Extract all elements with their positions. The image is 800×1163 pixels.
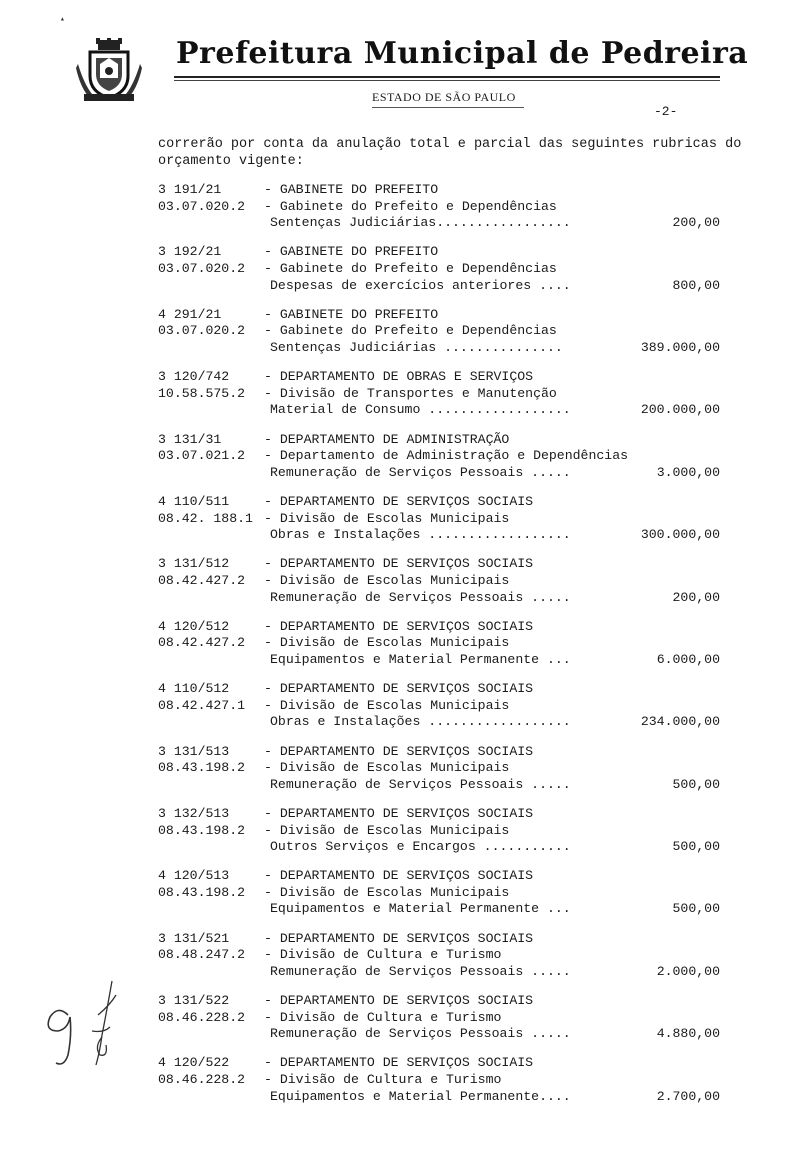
account-code: 3 131/513 — [158, 743, 230, 759]
handwritten-initials — [28, 975, 138, 1075]
budget-entry — [158, 619, 724, 681]
entry-line-3 — [158, 901, 724, 918]
budget-entries-list — [158, 182, 724, 1118]
expense-item: Sentenças Judiciárias................. — [270, 215, 571, 231]
account-code: 3 191/21 — [158, 182, 222, 197]
account-code: 3 131/521 — [158, 930, 230, 946]
entry-line-2 — [158, 823, 724, 840]
program-code: 08.48.247.2 — [158, 947, 246, 963]
expense-item: Remuneração de Serviços Pessoais ..... — [270, 464, 571, 480]
amount: 2.000,00 — [656, 963, 720, 979]
budget-entry — [158, 494, 724, 556]
budget-entry — [158, 931, 724, 993]
amount: 389.000,00 — [640, 339, 720, 355]
account-code: 4 120/522 — [158, 1055, 230, 1071]
budget-entry — [158, 681, 724, 743]
department-name: - DEPARTAMENTO DE SERVIÇOS SOCIAIS — [264, 556, 534, 572]
budget-entry — [158, 182, 724, 244]
division-name: - Divisão de Escolas Municipais — [264, 760, 510, 776]
entry-line-3 — [158, 340, 724, 357]
budget-entry — [158, 868, 724, 930]
division-name: - Divisão de Escolas Municipais — [264, 510, 510, 526]
department-name: - DEPARTAMENTO DE SERVIÇOS SOCIAIS — [264, 618, 534, 634]
division-name: - Gabinete do Prefeito e Dependências — [264, 198, 557, 214]
entry-line-1 — [158, 494, 724, 511]
expense-item: Remuneração de Serviços Pessoais ..... — [270, 589, 571, 605]
amount: 2.700,00 — [656, 1088, 720, 1104]
entry-line-2 — [158, 323, 724, 340]
account-code: 3 192/21 — [158, 244, 222, 260]
entry-line-3 — [158, 964, 724, 981]
department-name: - DEPARTAMENTO DE SERVIÇOS SOCIAIS — [264, 681, 534, 697]
program-code: 08.46.228.2 — [158, 1072, 246, 1088]
intro-line: orçamento vigente: — [158, 154, 304, 169]
expense-item: Outros Serviços e Encargos ........... — [270, 839, 571, 855]
entry-line-3 — [158, 465, 724, 482]
department-name: - GABINETE DO PREFEITO — [264, 244, 439, 260]
entry-line-3 — [158, 590, 724, 607]
header-divider — [174, 76, 720, 78]
entry-line-1 — [158, 182, 724, 199]
amount: 6.000,00 — [656, 651, 720, 667]
entry-line-1 — [158, 1055, 724, 1072]
department-name: - DEPARTAMENTO DE SERVIÇOS SOCIAIS — [264, 1055, 534, 1071]
expense-item: Remuneração de Serviços Pessoais ..... — [270, 776, 571, 792]
amount: 500,00 — [672, 776, 720, 792]
entry-line-2 — [158, 1072, 724, 1089]
intro-paragraph — [158, 136, 741, 170]
entry-line-2 — [158, 386, 724, 403]
expense-item: Obras e Instalações .................. — [270, 714, 571, 730]
entry-line-2 — [158, 199, 724, 216]
entry-line-1 — [158, 931, 724, 948]
amount: 234.000,00 — [640, 714, 720, 730]
entry-line-2 — [158, 511, 724, 528]
entry-line-2 — [158, 448, 724, 465]
department-name: - DEPARTAMENTO DE SERVIÇOS SOCIAIS — [264, 805, 534, 821]
entry-line-1 — [158, 806, 724, 823]
department-name: - GABINETE DO PREFEITO — [264, 182, 439, 197]
expense-item: Equipamentos e Material Permanente ... — [270, 901, 571, 917]
department-name: - DEPARTAMENTO DE SERVIÇOS SOCIAIS — [264, 930, 534, 946]
entry-line-2 — [158, 573, 724, 590]
division-name: - Divisão de Escolas Municipais — [264, 884, 510, 900]
budget-entry — [158, 1055, 724, 1117]
entry-line-1 — [158, 556, 724, 573]
program-code: 03.07.020.2 — [158, 323, 246, 339]
division-name: - Departamento de Administração e Dependências — [264, 448, 629, 464]
account-code: 3 131/512 — [158, 556, 230, 572]
entry-line-1 — [158, 681, 724, 698]
amount: 500,00 — [672, 839, 720, 855]
division-name: - Divisão de Cultura e Turismo — [264, 1072, 502, 1088]
municipal-crest-icon — [76, 38, 142, 102]
account-code: 4 120/513 — [158, 868, 230, 884]
division-name: - Divisão de Escolas Municipais — [264, 572, 510, 588]
state-subtitle: ESTADO DE SÃO PAULO — [372, 90, 516, 104]
entry-line-1 — [158, 868, 724, 885]
page-number: -2- — [654, 104, 678, 119]
entry-line-1 — [158, 619, 724, 636]
program-code: 10.58.575.2 — [158, 385, 246, 401]
budget-entry — [158, 806, 724, 868]
entry-line-1 — [158, 307, 724, 324]
expense-item: Remuneração de Serviços Pessoais ..... — [270, 1026, 571, 1042]
amount: 3.000,00 — [656, 464, 720, 480]
entry-line-2 — [158, 635, 724, 652]
program-code: 08.46.228.2 — [158, 1009, 246, 1025]
budget-entry — [158, 993, 724, 1055]
entry-line-3 — [158, 714, 724, 731]
entry-line-3 — [158, 777, 724, 794]
program-code: 03.07.021.2 — [158, 448, 246, 464]
entry-line-3 — [158, 402, 724, 419]
amount: 200,00 — [672, 589, 720, 605]
budget-entry — [158, 744, 724, 806]
entry-line-3 — [158, 278, 724, 295]
program-code: 08.43.198.2 — [158, 822, 246, 838]
amount: 200.000,00 — [640, 402, 720, 418]
program-code: 08.42.427.1 — [158, 697, 246, 713]
entry-line-2 — [158, 698, 724, 715]
amount: 200,00 — [672, 215, 720, 231]
budget-entry — [158, 556, 724, 618]
department-name: - GABINETE DO PREFEITO — [264, 306, 439, 322]
entry-line-3 — [158, 652, 724, 669]
department-name: - DEPARTAMENTO DE SERVIÇOS SOCIAIS — [264, 868, 534, 884]
division-name: - Divisão de Escolas Municipais — [264, 635, 510, 651]
amount: 800,00 — [672, 277, 720, 293]
entry-line-1 — [158, 432, 724, 449]
entry-line-1 — [158, 244, 724, 261]
expense-item: Sentenças Judiciárias ............... — [270, 339, 563, 355]
account-code: 4 291/21 — [158, 306, 222, 322]
department-name: - DEPARTAMENTO DE OBRAS E SERVIÇOS — [264, 369, 534, 385]
department-name: - DEPARTAMENTO DE SERVIÇOS SOCIAIS — [264, 743, 534, 759]
entry-line-3 — [158, 215, 724, 232]
division-name: - Divisão de Escolas Municipais — [264, 822, 510, 838]
division-name: - Divisão de Transportes e Manutenção — [264, 385, 557, 401]
entry-line-2 — [158, 1010, 724, 1027]
header-divider-thin — [174, 80, 720, 81]
expense-item: Material de Consumo .................. — [270, 402, 571, 418]
municipality-title: Prefeitura Municipal de Pedreira — [176, 36, 749, 71]
expense-item: Despesas de exercícios anteriores .... — [270, 277, 571, 293]
account-code: 4 120/512 — [158, 618, 230, 634]
budget-entry — [158, 244, 724, 306]
entry-line-1 — [158, 744, 724, 761]
division-name: - Divisão de Escolas Municipais — [264, 697, 510, 713]
entry-line-2 — [158, 261, 724, 278]
expense-item: Equipamentos e Material Permanente.... — [270, 1088, 571, 1104]
expense-item: Equipamentos e Material Permanente ... — [270, 651, 571, 667]
budget-entry — [158, 369, 724, 431]
department-name: - DEPARTAMENTO DE SERVIÇOS SOCIAIS — [264, 993, 534, 1009]
entry-line-3 — [158, 1026, 724, 1043]
amount: 300.000,00 — [640, 527, 720, 543]
account-code: 3 132/513 — [158, 805, 230, 821]
entry-line-1 — [158, 369, 724, 386]
expense-item: Remuneração de Serviços Pessoais ..... — [270, 963, 571, 979]
state-underline — [372, 107, 524, 108]
department-name: - DEPARTAMENTO DE SERVIÇOS SOCIAIS — [264, 493, 534, 509]
account-code: 4 110/512 — [158, 681, 230, 697]
account-code: 3 120/742 — [158, 369, 230, 385]
program-code: 03.07.020.2 — [158, 260, 246, 276]
division-name: - Divisão de Cultura e Turismo — [264, 947, 502, 963]
account-code: 3 131/31 — [158, 431, 222, 447]
entry-line-1 — [158, 993, 724, 1010]
amount: 4.880,00 — [656, 1026, 720, 1042]
program-code: 08.43.198.2 — [158, 760, 246, 776]
amount: 500,00 — [672, 901, 720, 917]
budget-entry — [158, 432, 724, 494]
program-code: 03.07.020.2 — [158, 198, 246, 214]
entry-line-2 — [158, 947, 724, 964]
account-code: 3 131/522 — [158, 993, 230, 1009]
division-name: - Divisão de Cultura e Turismo — [264, 1009, 502, 1025]
entry-line-3 — [158, 1089, 724, 1106]
expense-item: Obras e Instalações .................. — [270, 527, 571, 543]
entry-line-2 — [158, 760, 724, 777]
account-code: 4 110/511 — [158, 493, 230, 509]
budget-entry — [158, 307, 724, 369]
entry-line-3 — [158, 839, 724, 856]
program-code: 08.42.427.2 — [158, 572, 246, 588]
department-name: - DEPARTAMENTO DE ADMINISTRAÇÃO — [264, 431, 510, 447]
intro-line: correrão por conta da anulação total e parcial das seguintes rubricas do — [158, 137, 742, 152]
program-code: 08.42. 188.1 — [158, 510, 253, 526]
program-code: 08.42.427.2 — [158, 635, 246, 651]
division-name: - Gabinete do Prefeito e Dependências — [264, 260, 557, 276]
scan-mark: ▴ — [60, 15, 65, 24]
division-name: - Gabinete do Prefeito e Dependências — [264, 323, 557, 339]
entry-line-2 — [158, 885, 724, 902]
program-code: 08.43.198.2 — [158, 884, 246, 900]
entry-line-3 — [158, 527, 724, 544]
